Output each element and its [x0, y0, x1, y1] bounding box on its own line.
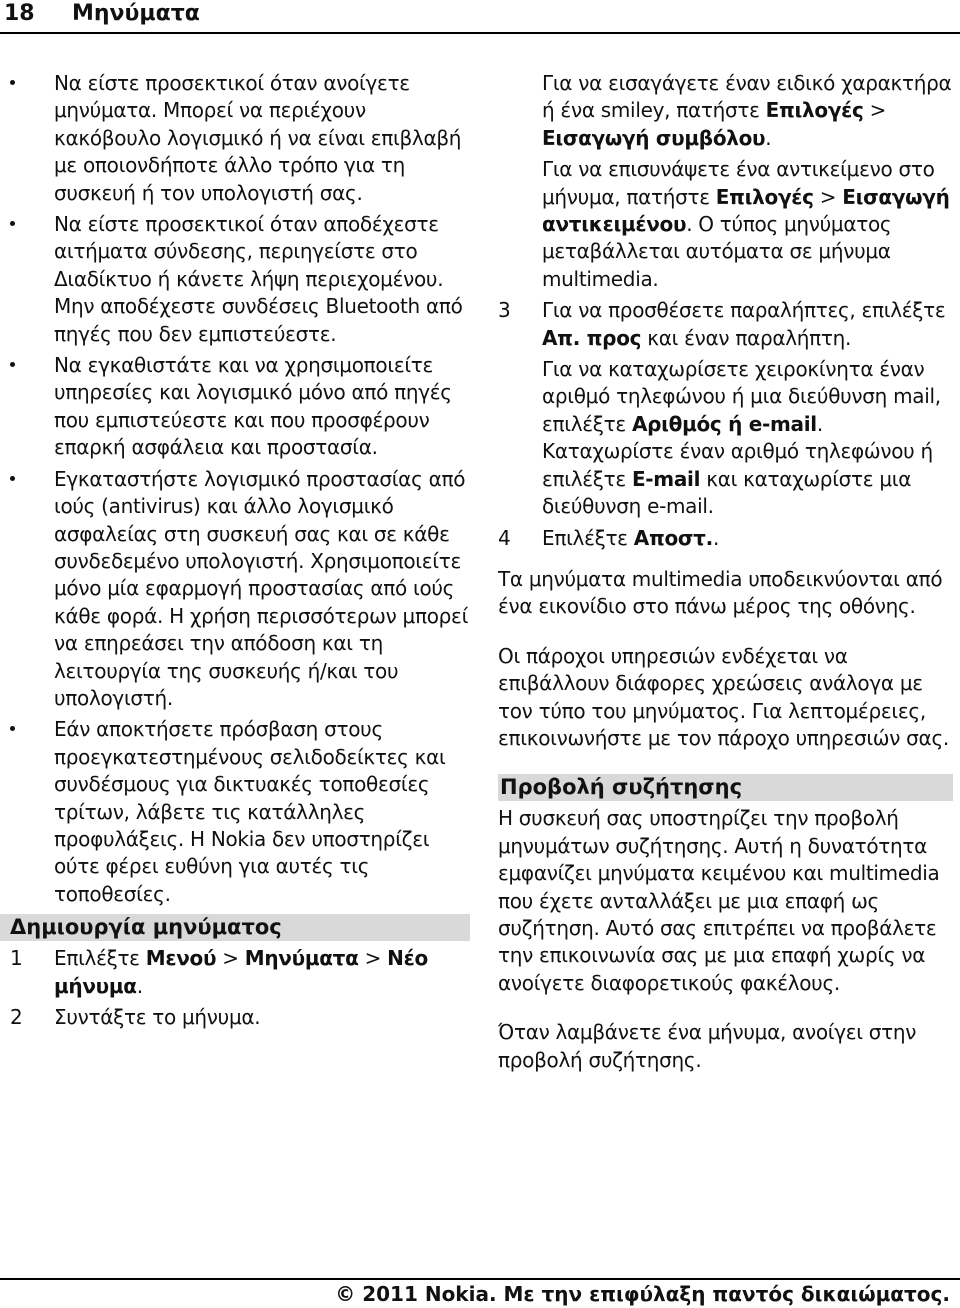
provider-charges-note: Οι πάροχοι υπηρεσιών ενδέχεται να επιβάλλουν διάφορες χρεώσεις ανάλογα με τον τύπο του μηνύματος. Για λεπτομέρειες, επικοινωνήστε με τον πάροχο υπηρεσιών σας. [498, 643, 949, 750]
copyright-footer: © 2011 Nokia. Με την επιφύλαξη παντός δικαιώματος. [335, 1282, 950, 1306]
mms-note: Τα μηνύματα multimedia υποδεικνύονται από ένα εικονίδιο στο πάνω μέρος της οθόνης. [498, 566, 943, 619]
text-part: Για να εισαγάγετε έναν ειδικό χαρακτήρα ή ένα smiley, πατήστε [542, 71, 952, 123]
list-item [0, 716, 470, 908]
page-header [0, 0, 960, 34]
path-separator: > [216, 946, 245, 971]
menu-path-email: E-mail [631, 466, 701, 491]
step-number: 3 [498, 298, 511, 323]
step-text: Συντάξτε το μήνυμα. [54, 1005, 261, 1029]
text-part: . [712, 525, 720, 550]
step-text-part: Επιλέξτε [54, 946, 146, 971]
section-heading-create-message: Δημιουργία μηνύματος [0, 914, 470, 941]
text-part: Για να καταχωρίσετε χειροκίνητα έναν αριθμό τηλεφώνου ή μια διεύθυνση mail, επιλέξτε [542, 357, 941, 436]
text-part: . Καταχωρίστε έναν αριθμό τηλεφώνου ή επιλέξτε [542, 411, 933, 491]
list-item [0, 352, 470, 462]
step-2 [0, 1004, 470, 1031]
menu-path-messages: Μηνύματα [244, 946, 359, 971]
page-number: 18 [4, 1, 35, 26]
manual-entry-instruction [498, 356, 953, 520]
bullet-text: Εγκαταστήστε λογισμικό προστασίας από ιούς (antivirus) και άλλο λογισμικό ασφαλείας στη συσκευή σας και σε κάθε συνδεδεμένο υπολογιστή. Χρησιμοποιείτε μόνο μία εφαρμογή προστασίας από ιούς κάθε φορά. Η χρήση περισσότερων μπορεί να επηρεάσει την απόδοση και τη λειτουργία της συσκευής ή/και του υπολογιστή. [54, 466, 469, 710]
step-4 [498, 525, 953, 552]
menu-path-options: Επιλογές [765, 98, 864, 123]
step-1 [0, 945, 470, 1000]
step-text [542, 297, 953, 352]
footer-divider [0, 1278, 960, 1280]
attach-object-instruction [498, 156, 953, 293]
right-column [498, 70, 953, 1074]
bullet-icon [10, 476, 15, 481]
text-part: . Ο τύπος μηνύματος μεταβάλλεται αυτόματα σε μήνυμα multimedia. [542, 212, 892, 291]
list-item [0, 466, 470, 713]
menu-path-insert-object: Εισαγωγή αντικειμένου [542, 184, 950, 237]
page-title: Μηνύματα [72, 1, 200, 26]
step-number: 1 [10, 946, 23, 971]
menu-path-new-message: Νέο μήνυμα [54, 946, 428, 998]
bullet-text: Να εγκαθιστάτε και να χρησιμοποιείτε υπηρεσίες και λογισμικό μόνο από πηγές που εμπιστεύεστε και που προσφέρουν επαρκή ασφάλεια και προστασία. [54, 353, 452, 460]
bullet-text: Να είστε προσεκτικοί όταν αποδέχεστε αιτήματα σύνδεσης, περιηγείστε στο Διαδίκτυο ή κάνετε λήψη περιεχομένου. Μην αποδέχεστε συνδέσεις Bluetooth από πηγές που δεν εμπιστεύεστε. [54, 212, 463, 346]
receive-message-note: Όταν λαμβάνετε ένα μήνυμα, ανοίγει στην προβολή συζήτησης. [498, 1020, 917, 1072]
menu-path-insert-symbol: Εισαγωγή συμβόλου [542, 125, 766, 150]
menu-path-menu: Μενού [145, 946, 217, 971]
step-number: 2 [10, 1005, 23, 1029]
step-text [542, 525, 953, 552]
path-separator: > [863, 98, 887, 123]
text-part: Για να επισυνάψετε ένα αντικείμενο στο μήνυμα, πατήστε [542, 157, 935, 209]
menu-path-number-or-email: Αριθμός ή e-mail [631, 411, 817, 436]
menu-path-options: Επιλογές [715, 184, 814, 209]
bullet-text: Εάν αποκτήσετε πρόσβαση στους προεγκατεστημένους σελιδοδείκτες και συνδέσμους για δικτυακές τοποθεσίες τρίτων, λάβετε τις κατάλληλες προφυλάξεις. Η Nokia δεν υποστηρίζει ούτε φέρει ευθύνη για αυτές τις τοποθεσίες. [54, 717, 446, 906]
bullet-icon [10, 726, 15, 731]
menu-path-to: Απ. προς [542, 325, 642, 350]
bullet-icon [10, 80, 15, 85]
step-text [54, 945, 470, 1000]
bullet-icon [10, 362, 15, 367]
path-separator: > [813, 184, 843, 209]
path-separator: > [358, 946, 388, 971]
step-text-part: . [136, 973, 143, 998]
step-number: 4 [498, 525, 511, 550]
menu-path-send: Αποστ. [633, 525, 713, 550]
step-3 [498, 297, 953, 352]
text-part: και καταχωρίστε μια διεύθυνση e-mail. [542, 466, 912, 519]
conversation-description: Η συσκευή σας υποστηρίζει την προβολή μηνυμάτων συζήτησης. Αυτή η δυνατότητα εμφανίζει μηνύματα κειμένου και multimedia που έχετε ανταλλάξει με μια επαφή ως συζήτηση. Αυτό σας επιτρέπει να προβάλετε την επικοινωνία σας με μια επαφή χωρίς να ανοίγετε διαφορετικούς φακέλους. [498, 806, 940, 995]
text-part: Επιλέξτε [542, 525, 634, 550]
section-heading-conversation-view: Προβολή συζήτησης [498, 774, 953, 801]
left-column [0, 70, 470, 1035]
list-item [0, 70, 470, 207]
bullet-icon [10, 221, 15, 226]
text-part: . [765, 125, 772, 150]
insert-symbol-instruction [498, 70, 953, 152]
list-item [0, 211, 470, 348]
text-part: και έναν παραλήπτη. [641, 325, 852, 350]
text-part: Για να προσθέσετε παραλήπτες, επιλέξτε [542, 298, 946, 323]
bullet-text: Να είστε προσεκτικοί όταν ανοίγετε μηνύματα. Μπορεί να περιέχουν κακόβουλο λογισμικό ή να είναι επιβλαβή με οποιονδήποτε άλλο τρόπο για τη συσκευή ή τον υπολογιστή σας. [54, 71, 462, 205]
